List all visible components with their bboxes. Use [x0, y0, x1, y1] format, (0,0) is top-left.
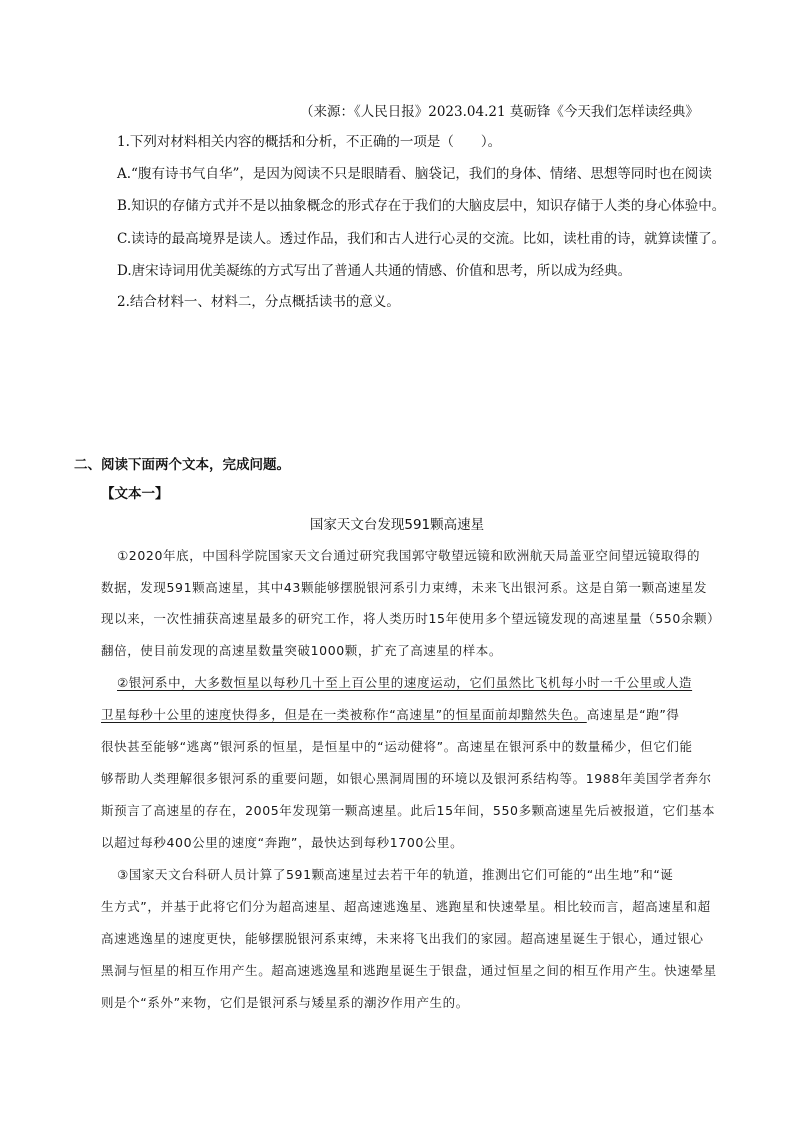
- paragraph-line: 斯预言了高速星的存在，2005年发现第一颗高速星。此后15年间，550多颗高速星先后被报道，它们基本: [101, 803, 716, 818]
- paragraph-line-mixed: [101, 706, 680, 724]
- paragraph-line: 则是个“系外”来物，它们是银河系与矮星系的潮汐作用产生的。: [101, 995, 469, 1010]
- option-d: D.唐宋诗词用优美凝练的方式写出了普通人共通的情感、价值和思考，所以成为经典。: [117, 263, 632, 279]
- paragraph-line: 生方式”，并基于此将它们分为超高速星、超高速逃逸星、逃跑星和快速晕星。相比较而言，超高速星和超: [101, 899, 711, 914]
- paragraph-line: ①2020年底，中国科学院国家天文台通过研究我国郭守敬望远镜和欧洲航天局盖亚空间望远镜取得的: [117, 548, 701, 563]
- paragraph-line: 翻倍，使目前发现的高速星数量突破1000颗，扩充了高速星的样本。: [101, 643, 503, 658]
- paragraph-line: 够帮助人类理解很多银河系的重要问题，如银心黑洞周围的环境以及银河系结构等。1988年美国学者奔尔: [101, 771, 712, 786]
- article-title: 国家天文台发现591颗高速星: [309, 517, 485, 533]
- question-1: 1.下列对材料相关内容的概括和分析，不正确的一项是（ ）。: [117, 134, 502, 150]
- paragraph-line: 现以来，一次性捕获高速星最多的研究工作，将人类历时15年使用多个望远镜发现的高速星量（550余颗）: [101, 611, 721, 626]
- section-heading: 二、阅读下面两个文本，完成问题。: [74, 457, 290, 473]
- paragraph-line: 以超过每秒400公里的速度“奔跑”，最快达到每秒1700公里。: [101, 835, 464, 850]
- paragraph-line: 数据，发现591颗高速星，其中43颗能够摆脱银河系引力束缚，未来飞出银河系。这是自第一颗高速星发: [101, 580, 708, 595]
- paragraph-line: 很快甚至能够“逃离”银河系的恒星，是恒星中的“运动健将”。高速星在银河系中的数量稀少，但它们能: [101, 739, 693, 754]
- paragraph-line-underlined: ②银河系中，大多数恒星以每秒几十至上百公里的速度运动，它们虽然比飞机每小时一千公里或人造: [117, 675, 693, 690]
- paragraph-line: 高速逃逸星的速度更快，能够摆脱银河系束缚，未来将飞出我们的家园。超高速星诞生于银心，通过银心: [101, 931, 704, 946]
- plain-span: 高速星是“跑”得: [586, 707, 680, 722]
- paragraph-line: ③国家天文台科研人员计算了591颗高速星过去若干年的轨道，推测出它们可能的“出生地”和“诞: [117, 867, 674, 882]
- question-2: 2.结合材料一、材料二，分点概括读书的意义。: [117, 294, 400, 310]
- option-c: C.读诗的最高境界是读人。透过作品，我们和古人进行心灵的交流。比如，读杜甫的诗，就算读懂了。: [117, 231, 726, 247]
- text-label: 【文本一】: [101, 486, 169, 502]
- option-b: B.知识的存储方式并不是以抽象概念的形式存在于我们的大脑皮层中，知识存储于人类的身心体验中。: [117, 198, 726, 214]
- source-citation: （来源：《人民日报》2023.04.21 莫砺锋《今天我们怎样读经典》: [300, 104, 699, 120]
- option-a: A.“腹有诗书气自华”，是因为阅读不只是眼睛看、脑袋记，我们的身体、情绪、思想等同时也在阅读: [117, 166, 712, 182]
- paragraph-line: 黑洞与恒星的相互作用产生。超高速逃逸星和逃跑星诞生于银盘，通过恒星之间的相互作用产生。快速晕星: [101, 963, 717, 978]
- underlined-span: 卫星每秒十公里的速度快得多，但是在一类被称作“高速星”的恒星面前却黯然失色。: [101, 707, 587, 722]
